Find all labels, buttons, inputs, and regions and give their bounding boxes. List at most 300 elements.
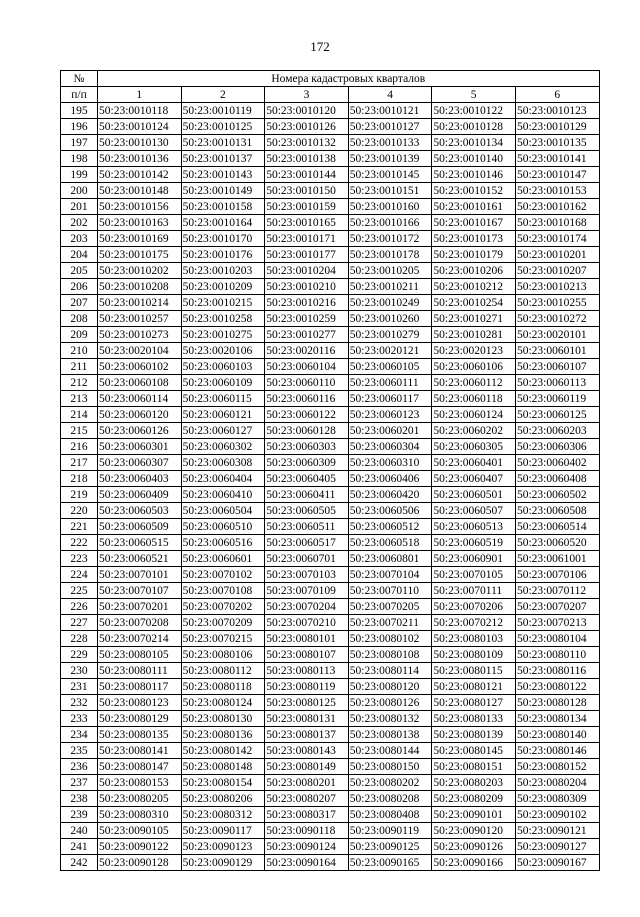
column-number: 3 xyxy=(265,87,349,103)
cadastral-number-cell: 50:23:0010255 xyxy=(515,295,599,311)
table-row xyxy=(61,391,600,407)
header-no-top: № xyxy=(61,71,98,87)
cadastral-number-cell: 50:23:0010177 xyxy=(265,247,349,263)
cadastral-number-cell: 50:23:0010249 xyxy=(348,295,432,311)
header-no-bottom: п/п xyxy=(61,87,98,103)
cadastral-number-cell: 50:23:0010175 xyxy=(98,247,182,263)
cadastral-number-cell: 50:23:0090124 xyxy=(265,839,349,855)
cadastral-number-cell: 50:23:0060302 xyxy=(181,439,265,455)
cadastral-number-cell: 50:23:0060103 xyxy=(181,359,265,375)
cadastral-number-cell: 50:23:0080309 xyxy=(515,791,599,807)
cadastral-number-cell: 50:23:0060408 xyxy=(515,471,599,487)
cadastral-number-cell: 50:23:0080112 xyxy=(181,663,265,679)
cadastral-number-cell: 50:23:0010129 xyxy=(515,119,599,135)
cadastral-number-cell: 50:23:0080139 xyxy=(432,727,516,743)
row-number: 231 xyxy=(61,679,98,695)
row-number: 209 xyxy=(61,327,98,343)
cadastral-number-cell: 50:23:0010257 xyxy=(98,311,182,327)
cadastral-number-cell: 50:23:0060125 xyxy=(515,407,599,423)
cadastral-number-cell: 50:23:0010137 xyxy=(181,151,265,167)
cadastral-number-cell: 50:23:0060105 xyxy=(348,359,432,375)
cadastral-number-cell: 50:23:0010209 xyxy=(181,279,265,295)
cadastral-number-cell: 50:23:0060308 xyxy=(181,455,265,471)
table-row xyxy=(61,423,600,439)
table-row xyxy=(61,679,600,695)
cadastral-number-cell: 50:23:0060508 xyxy=(515,503,599,519)
row-number: 216 xyxy=(61,439,98,455)
table-row xyxy=(61,407,600,423)
cadastral-number-cell: 50:23:0060107 xyxy=(515,359,599,375)
cadastral-number-cell: 50:23:0010172 xyxy=(348,231,432,247)
cadastral-number-cell: 50:23:0080140 xyxy=(515,727,599,743)
cadastral-number-cell: 50:23:0060410 xyxy=(181,487,265,503)
row-number: 234 xyxy=(61,727,98,743)
cadastral-number-cell: 50:23:0080103 xyxy=(432,631,516,647)
cadastral-number-cell: 50:23:0080204 xyxy=(515,775,599,791)
cadastral-number-cell: 50:23:0010133 xyxy=(348,135,432,151)
cadastral-number-cell: 50:23:0060120 xyxy=(98,407,182,423)
column-numbers-row xyxy=(61,87,600,103)
table-row xyxy=(61,551,600,567)
cadastral-number-cell: 50:23:0080108 xyxy=(348,647,432,663)
table-row xyxy=(61,583,600,599)
cadastral-number-cell: 50:23:0010178 xyxy=(348,247,432,263)
cadastral-number-cell: 50:23:0080147 xyxy=(98,759,182,775)
cadastral-number-cell: 50:23:0070106 xyxy=(515,567,599,583)
cadastral-number-cell: 50:23:0060310 xyxy=(348,455,432,471)
cadastral-number-cell: 50:23:0070208 xyxy=(98,615,182,631)
cadastral-number-cell: 50:23:0080109 xyxy=(432,647,516,663)
table-row xyxy=(61,359,600,375)
cadastral-number-cell: 50:23:0060504 xyxy=(181,503,265,519)
cadastral-number-cell: 50:23:0010142 xyxy=(98,167,182,183)
cadastral-number-cell: 50:23:0060510 xyxy=(181,519,265,535)
cadastral-number-cell: 50:23:0060303 xyxy=(265,439,349,455)
cadastral-number-cell: 50:23:0080105 xyxy=(98,647,182,663)
row-number: 225 xyxy=(61,583,98,599)
cadastral-number-cell: 50:23:0060304 xyxy=(348,439,432,455)
cadastral-number-cell: 50:23:0090165 xyxy=(348,855,432,871)
cadastral-number-cell: 50:23:0080136 xyxy=(181,727,265,743)
cadastral-number-cell: 50:23:0060104 xyxy=(265,359,349,375)
cadastral-number-cell: 50:23:0060411 xyxy=(265,487,349,503)
cadastral-number-cell: 50:23:0010206 xyxy=(432,263,516,279)
cadastral-number-cell: 50:23:0020104 xyxy=(98,343,182,359)
cadastral-number-cell: 50:23:0010273 xyxy=(98,327,182,343)
row-number: 232 xyxy=(61,695,98,711)
cadastral-number-cell: 50:23:0010259 xyxy=(265,311,349,327)
cadastral-number-cell: 50:23:0080208 xyxy=(348,791,432,807)
row-number: 242 xyxy=(61,855,98,871)
cadastral-number-cell: 50:23:0010132 xyxy=(265,135,349,151)
cadastral-number-cell: 50:23:0010208 xyxy=(98,279,182,295)
cadastral-number-cell: 50:23:0070213 xyxy=(515,615,599,631)
table-header-row xyxy=(61,71,600,87)
table-row xyxy=(61,791,600,807)
table-row xyxy=(61,311,600,327)
cadastral-number-cell: 50:23:0010210 xyxy=(265,279,349,295)
cadastral-number-cell: 50:23:0060306 xyxy=(515,439,599,455)
table-row xyxy=(61,327,600,343)
cadastral-number-cell: 50:23:0060601 xyxy=(181,551,265,567)
table-row xyxy=(61,471,600,487)
cadastral-number-cell: 50:23:0070214 xyxy=(98,631,182,647)
cadastral-number-cell: 50:23:0080102 xyxy=(348,631,432,647)
cadastral-number-cell: 50:23:0080151 xyxy=(432,759,516,775)
cadastral-number-cell: 50:23:0010170 xyxy=(181,231,265,247)
row-number: 202 xyxy=(61,215,98,231)
row-number: 195 xyxy=(61,103,98,119)
row-number: 214 xyxy=(61,407,98,423)
cadastral-number-cell: 50:23:0061001 xyxy=(515,551,599,567)
column-number: 1 xyxy=(98,87,182,103)
cadastral-number-cell: 50:23:0060506 xyxy=(348,503,432,519)
cadastral-number-cell: 50:23:0060518 xyxy=(348,535,432,551)
cadastral-number-cell: 50:23:0060123 xyxy=(348,407,432,423)
cadastral-number-cell: 50:23:0080207 xyxy=(265,791,349,807)
cadastral-number-cell: 50:23:0080142 xyxy=(181,743,265,759)
table-row xyxy=(61,775,600,791)
cadastral-number-cell: 50:23:0010271 xyxy=(432,311,516,327)
cadastral-number-cell: 50:23:0080138 xyxy=(348,727,432,743)
cadastral-number-cell: 50:23:0010166 xyxy=(348,215,432,231)
table-row xyxy=(61,823,600,839)
cadastral-number-cell: 50:23:0090119 xyxy=(348,823,432,839)
row-number: 218 xyxy=(61,471,98,487)
cadastral-quarters-table xyxy=(60,70,600,871)
table-row xyxy=(61,263,600,279)
table-row xyxy=(61,151,600,167)
cadastral-number-cell: 50:23:0020106 xyxy=(181,343,265,359)
cadastral-number-cell: 50:23:0010149 xyxy=(181,183,265,199)
cadastral-number-cell: 50:23:0010143 xyxy=(181,167,265,183)
cadastral-number-cell: 50:23:0060114 xyxy=(98,391,182,407)
table-row xyxy=(61,759,600,775)
cadastral-number-cell: 50:23:0060521 xyxy=(98,551,182,567)
cadastral-number-cell: 50:23:0060402 xyxy=(515,455,599,471)
cadastral-number-cell: 50:23:0060121 xyxy=(181,407,265,423)
row-number: 205 xyxy=(61,263,98,279)
cadastral-number-cell: 50:23:0060112 xyxy=(432,375,516,391)
cadastral-number-cell: 50:23:0010260 xyxy=(348,311,432,327)
cadastral-number-cell: 50:23:0010167 xyxy=(432,215,516,231)
cadastral-number-cell: 50:23:0010277 xyxy=(265,327,349,343)
cadastral-number-cell: 50:23:0010121 xyxy=(348,103,432,119)
table-row xyxy=(61,567,600,583)
row-number: 217 xyxy=(61,455,98,471)
row-number: 211 xyxy=(61,359,98,375)
cadastral-number-cell: 50:23:0070202 xyxy=(181,599,265,615)
table-row xyxy=(61,439,600,455)
cadastral-number-cell: 50:23:0070111 xyxy=(432,583,516,599)
cadastral-number-cell: 50:23:0080113 xyxy=(265,663,349,679)
cadastral-number-cell: 50:23:0070103 xyxy=(265,567,349,583)
cadastral-number-cell: 50:23:0070215 xyxy=(181,631,265,647)
cadastral-number-cell: 50:23:0010168 xyxy=(515,215,599,231)
cadastral-number-cell: 50:23:0010150 xyxy=(265,183,349,199)
cadastral-number-cell: 50:23:0060116 xyxy=(265,391,349,407)
cadastral-number-cell: 50:23:0060128 xyxy=(265,423,349,439)
cadastral-number-cell: 50:23:0060404 xyxy=(181,471,265,487)
cadastral-number-cell: 50:23:0060519 xyxy=(432,535,516,551)
cadastral-number-cell: 50:23:0070108 xyxy=(181,583,265,599)
cadastral-number-cell: 50:23:0080124 xyxy=(181,695,265,711)
cadastral-number-cell: 50:23:0060401 xyxy=(432,455,516,471)
cadastral-number-cell: 50:23:0010279 xyxy=(348,327,432,343)
cadastral-number-cell: 50:23:0010144 xyxy=(265,167,349,183)
cadastral-number-cell: 50:23:0080111 xyxy=(98,663,182,679)
cadastral-number-cell: 50:23:0080114 xyxy=(348,663,432,679)
table-row xyxy=(61,535,600,551)
row-number: 201 xyxy=(61,199,98,215)
cadastral-number-cell: 50:23:0070205 xyxy=(348,599,432,615)
cadastral-number-cell: 50:23:0070211 xyxy=(348,615,432,631)
table-row xyxy=(61,167,600,183)
cadastral-number-cell: 50:23:0060202 xyxy=(432,423,516,439)
cadastral-number-cell: 50:23:0080104 xyxy=(515,631,599,647)
cadastral-number-cell: 50:23:0060111 xyxy=(348,375,432,391)
table-row xyxy=(61,343,600,359)
cadastral-number-cell: 50:23:0010135 xyxy=(515,135,599,151)
cadastral-number-cell: 50:23:0080110 xyxy=(515,647,599,663)
cadastral-number-cell: 50:23:0010202 xyxy=(98,263,182,279)
cadastral-number-cell: 50:23:0010139 xyxy=(348,151,432,167)
cadastral-number-cell: 50:23:0090128 xyxy=(98,855,182,871)
cadastral-number-cell: 50:23:0060101 xyxy=(515,343,599,359)
cadastral-number-cell: 50:23:0010141 xyxy=(515,151,599,167)
table-row xyxy=(61,247,600,263)
table-row xyxy=(61,615,600,631)
cadastral-number-cell: 50:23:0010124 xyxy=(98,119,182,135)
cadastral-number-cell: 50:23:0080149 xyxy=(265,759,349,775)
cadastral-number-cell: 50:23:0080106 xyxy=(181,647,265,663)
cadastral-number-cell: 50:23:0070209 xyxy=(181,615,265,631)
cadastral-number-cell: 50:23:0060514 xyxy=(515,519,599,535)
cadastral-number-cell: 50:23:0090125 xyxy=(348,839,432,855)
cadastral-number-cell: 50:23:0080202 xyxy=(348,775,432,791)
page-number: 172 xyxy=(310,39,330,54)
header-title: Номера кадастровых кварталов xyxy=(98,71,600,87)
cadastral-number-cell: 50:23:0090129 xyxy=(181,855,265,871)
cadastral-number-cell: 50:23:0060503 xyxy=(98,503,182,519)
cadastral-number-cell: 50:23:0080148 xyxy=(181,759,265,775)
column-number: 5 xyxy=(432,87,516,103)
cadastral-number-cell: 50:23:0060512 xyxy=(348,519,432,535)
cadastral-number-cell: 50:23:0080130 xyxy=(181,711,265,727)
cadastral-number-cell: 50:23:0010146 xyxy=(432,167,516,183)
cadastral-number-cell: 50:23:0080118 xyxy=(181,679,265,695)
cadastral-number-cell: 50:23:0010215 xyxy=(181,295,265,311)
cadastral-number-cell: 50:23:0010158 xyxy=(181,199,265,215)
cadastral-number-cell: 50:23:0060115 xyxy=(181,391,265,407)
cadastral-number-cell: 50:23:0010207 xyxy=(515,263,599,279)
row-number: 240 xyxy=(61,823,98,839)
cadastral-number-cell: 50:23:0060520 xyxy=(515,535,599,551)
row-number: 228 xyxy=(61,631,98,647)
cadastral-number-cell: 50:23:0020121 xyxy=(348,343,432,359)
table-row xyxy=(61,295,600,311)
cadastral-number-cell: 50:23:0090120 xyxy=(432,823,516,839)
cadastral-number-cell: 50:23:0060203 xyxy=(515,423,599,439)
row-number: 200 xyxy=(61,183,98,199)
cadastral-number-cell: 50:23:0080137 xyxy=(265,727,349,743)
cadastral-number-cell: 50:23:0060505 xyxy=(265,503,349,519)
cadastral-number-cell: 50:23:0080132 xyxy=(348,711,432,727)
cadastral-number-cell: 50:23:0060201 xyxy=(348,423,432,439)
cadastral-number-cell: 50:23:0010145 xyxy=(348,167,432,183)
table-row xyxy=(61,135,600,151)
cadastral-number-cell: 50:23:0010162 xyxy=(515,199,599,215)
cadastral-number-cell: 50:23:0010122 xyxy=(432,103,516,119)
cadastral-number-cell: 50:23:0060110 xyxy=(265,375,349,391)
table-row xyxy=(61,119,600,135)
cadastral-number-cell: 50:23:0060801 xyxy=(348,551,432,567)
table-row xyxy=(61,215,600,231)
cadastral-number-cell: 50:23:0010130 xyxy=(98,135,182,151)
row-number: 238 xyxy=(61,791,98,807)
table-row xyxy=(61,231,600,247)
cadastral-number-cell: 50:23:0080107 xyxy=(265,647,349,663)
cadastral-number-cell: 50:23:0080126 xyxy=(348,695,432,711)
cadastral-number-cell: 50:23:0090126 xyxy=(432,839,516,855)
cadastral-number-cell: 50:23:0080123 xyxy=(98,695,182,711)
cadastral-number-cell: 50:23:0070112 xyxy=(515,583,599,599)
cadastral-number-cell: 50:23:0090164 xyxy=(265,855,349,871)
cadastral-number-cell: 50:23:0060106 xyxy=(432,359,516,375)
table-row xyxy=(61,631,600,647)
cadastral-number-cell: 50:23:0090127 xyxy=(515,839,599,855)
row-number: 226 xyxy=(61,599,98,615)
cadastral-number-cell: 50:23:0080408 xyxy=(348,807,432,823)
table-row xyxy=(61,695,600,711)
cadastral-number-cell: 50:23:0010127 xyxy=(348,119,432,135)
cadastral-number-cell: 50:23:0090102 xyxy=(515,807,599,823)
cadastral-number-cell: 50:23:0060305 xyxy=(432,439,516,455)
cadastral-number-cell: 50:23:0010258 xyxy=(181,311,265,327)
cadastral-number-cell: 50:23:0080116 xyxy=(515,663,599,679)
cadastral-number-cell: 50:23:0060102 xyxy=(98,359,182,375)
cadastral-number-cell: 50:23:0010204 xyxy=(265,263,349,279)
cadastral-number-cell: 50:23:0070206 xyxy=(432,599,516,615)
cadastral-number-cell: 50:23:0010213 xyxy=(515,279,599,295)
row-number: 203 xyxy=(61,231,98,247)
cadastral-number-cell: 50:23:0060901 xyxy=(432,551,516,567)
cadastral-number-cell: 50:23:0060301 xyxy=(98,439,182,455)
row-number: 198 xyxy=(61,151,98,167)
table-row xyxy=(61,599,600,615)
cadastral-number-cell: 50:23:0080101 xyxy=(265,631,349,647)
cadastral-number-cell: 50:23:0020116 xyxy=(265,343,349,359)
cadastral-number-cell: 50:23:0080127 xyxy=(432,695,516,711)
cadastral-number-cell: 50:23:0080310 xyxy=(98,807,182,823)
cadastral-number-cell: 50:23:0060515 xyxy=(98,535,182,551)
cadastral-number-cell: 50:23:0010125 xyxy=(181,119,265,135)
row-number: 197 xyxy=(61,135,98,151)
cadastral-number-cell: 50:23:0010174 xyxy=(515,231,599,247)
row-number: 199 xyxy=(61,167,98,183)
row-number: 204 xyxy=(61,247,98,263)
cadastral-number-cell: 50:23:0080144 xyxy=(348,743,432,759)
cadastral-number-cell: 50:23:0010140 xyxy=(432,151,516,167)
table-row xyxy=(61,183,600,199)
cadastral-number-cell: 50:23:0070201 xyxy=(98,599,182,615)
cadastral-number-cell: 50:23:0080150 xyxy=(348,759,432,775)
cadastral-number-cell: 50:23:0010254 xyxy=(432,295,516,311)
cadastral-number-cell: 50:23:0010156 xyxy=(98,199,182,215)
table-row xyxy=(61,199,600,215)
cadastral-number-cell: 50:23:0010211 xyxy=(348,279,432,295)
table-row xyxy=(61,279,600,295)
cadastral-number-cell: 50:23:0060122 xyxy=(265,407,349,423)
cadastral-number-cell: 50:23:0080317 xyxy=(265,807,349,823)
cadastral-number-cell: 50:23:0010131 xyxy=(181,135,265,151)
cadastral-number-cell: 50:23:0060118 xyxy=(432,391,516,407)
table-row xyxy=(61,839,600,855)
cadastral-number-cell: 50:23:0080122 xyxy=(515,679,599,695)
cadastral-number-cell: 50:23:0080129 xyxy=(98,711,182,727)
cadastral-number-cell: 50:23:0080131 xyxy=(265,711,349,727)
row-number: 227 xyxy=(61,615,98,631)
cadastral-number-cell: 50:23:0060501 xyxy=(432,487,516,503)
cadastral-number-cell: 50:23:0010147 xyxy=(515,167,599,183)
row-number: 210 xyxy=(61,343,98,359)
cadastral-number-cell: 50:23:0090166 xyxy=(432,855,516,871)
table-row xyxy=(61,455,600,471)
cadastral-number-cell: 50:23:0060403 xyxy=(98,471,182,487)
cadastral-number-cell: 50:23:0010123 xyxy=(515,103,599,119)
cadastral-number-cell: 50:23:0090122 xyxy=(98,839,182,855)
cadastral-number-cell: 50:23:0070107 xyxy=(98,583,182,599)
cadastral-number-cell: 50:23:0060127 xyxy=(181,423,265,439)
cadastral-number-cell: 50:23:0010275 xyxy=(181,327,265,343)
cadastral-number-cell: 50:23:0070109 xyxy=(265,583,349,599)
cadastral-number-cell: 50:23:0020123 xyxy=(432,343,516,359)
cadastral-number-cell: 50:23:0080203 xyxy=(432,775,516,791)
cadastral-number-cell: 50:23:0090105 xyxy=(98,823,182,839)
cadastral-number-cell: 50:23:0010160 xyxy=(348,199,432,215)
cadastral-number-cell: 50:23:0010148 xyxy=(98,183,182,199)
cadastral-number-cell: 50:23:0060117 xyxy=(348,391,432,407)
row-number: 215 xyxy=(61,423,98,439)
cadastral-number-cell: 50:23:0080145 xyxy=(432,743,516,759)
cadastral-number-cell: 50:23:0010173 xyxy=(432,231,516,247)
cadastral-number-cell: 50:23:0090123 xyxy=(181,839,265,855)
table-row xyxy=(61,711,600,727)
cadastral-number-cell: 50:23:0080206 xyxy=(181,791,265,807)
cadastral-number-cell: 50:23:0010159 xyxy=(265,199,349,215)
cadastral-number-cell: 50:23:0070110 xyxy=(348,583,432,599)
row-number: 212 xyxy=(61,375,98,391)
cadastral-number-cell: 50:23:0070104 xyxy=(348,567,432,583)
cadastral-number-cell: 50:23:0010136 xyxy=(98,151,182,167)
row-number: 206 xyxy=(61,279,98,295)
row-number: 221 xyxy=(61,519,98,535)
cadastral-number-cell: 50:23:0010212 xyxy=(432,279,516,295)
cadastral-number-cell: 50:23:0060407 xyxy=(432,471,516,487)
cadastral-number-cell: 50:23:0080120 xyxy=(348,679,432,695)
table-row xyxy=(61,663,600,679)
row-number: 241 xyxy=(61,839,98,855)
cadastral-number-cell: 50:23:0070105 xyxy=(432,567,516,583)
cadastral-number-cell: 50:23:0080135 xyxy=(98,727,182,743)
table-row xyxy=(61,855,600,871)
cadastral-number-cell: 50:23:0070101 xyxy=(98,567,182,583)
cadastral-number-cell: 50:23:0010176 xyxy=(181,247,265,263)
cadastral-number-cell: 50:23:0060309 xyxy=(265,455,349,471)
cadastral-number-cell: 50:23:0060126 xyxy=(98,423,182,439)
cadastral-number-cell: 50:23:0080205 xyxy=(98,791,182,807)
row-number: 207 xyxy=(61,295,98,311)
